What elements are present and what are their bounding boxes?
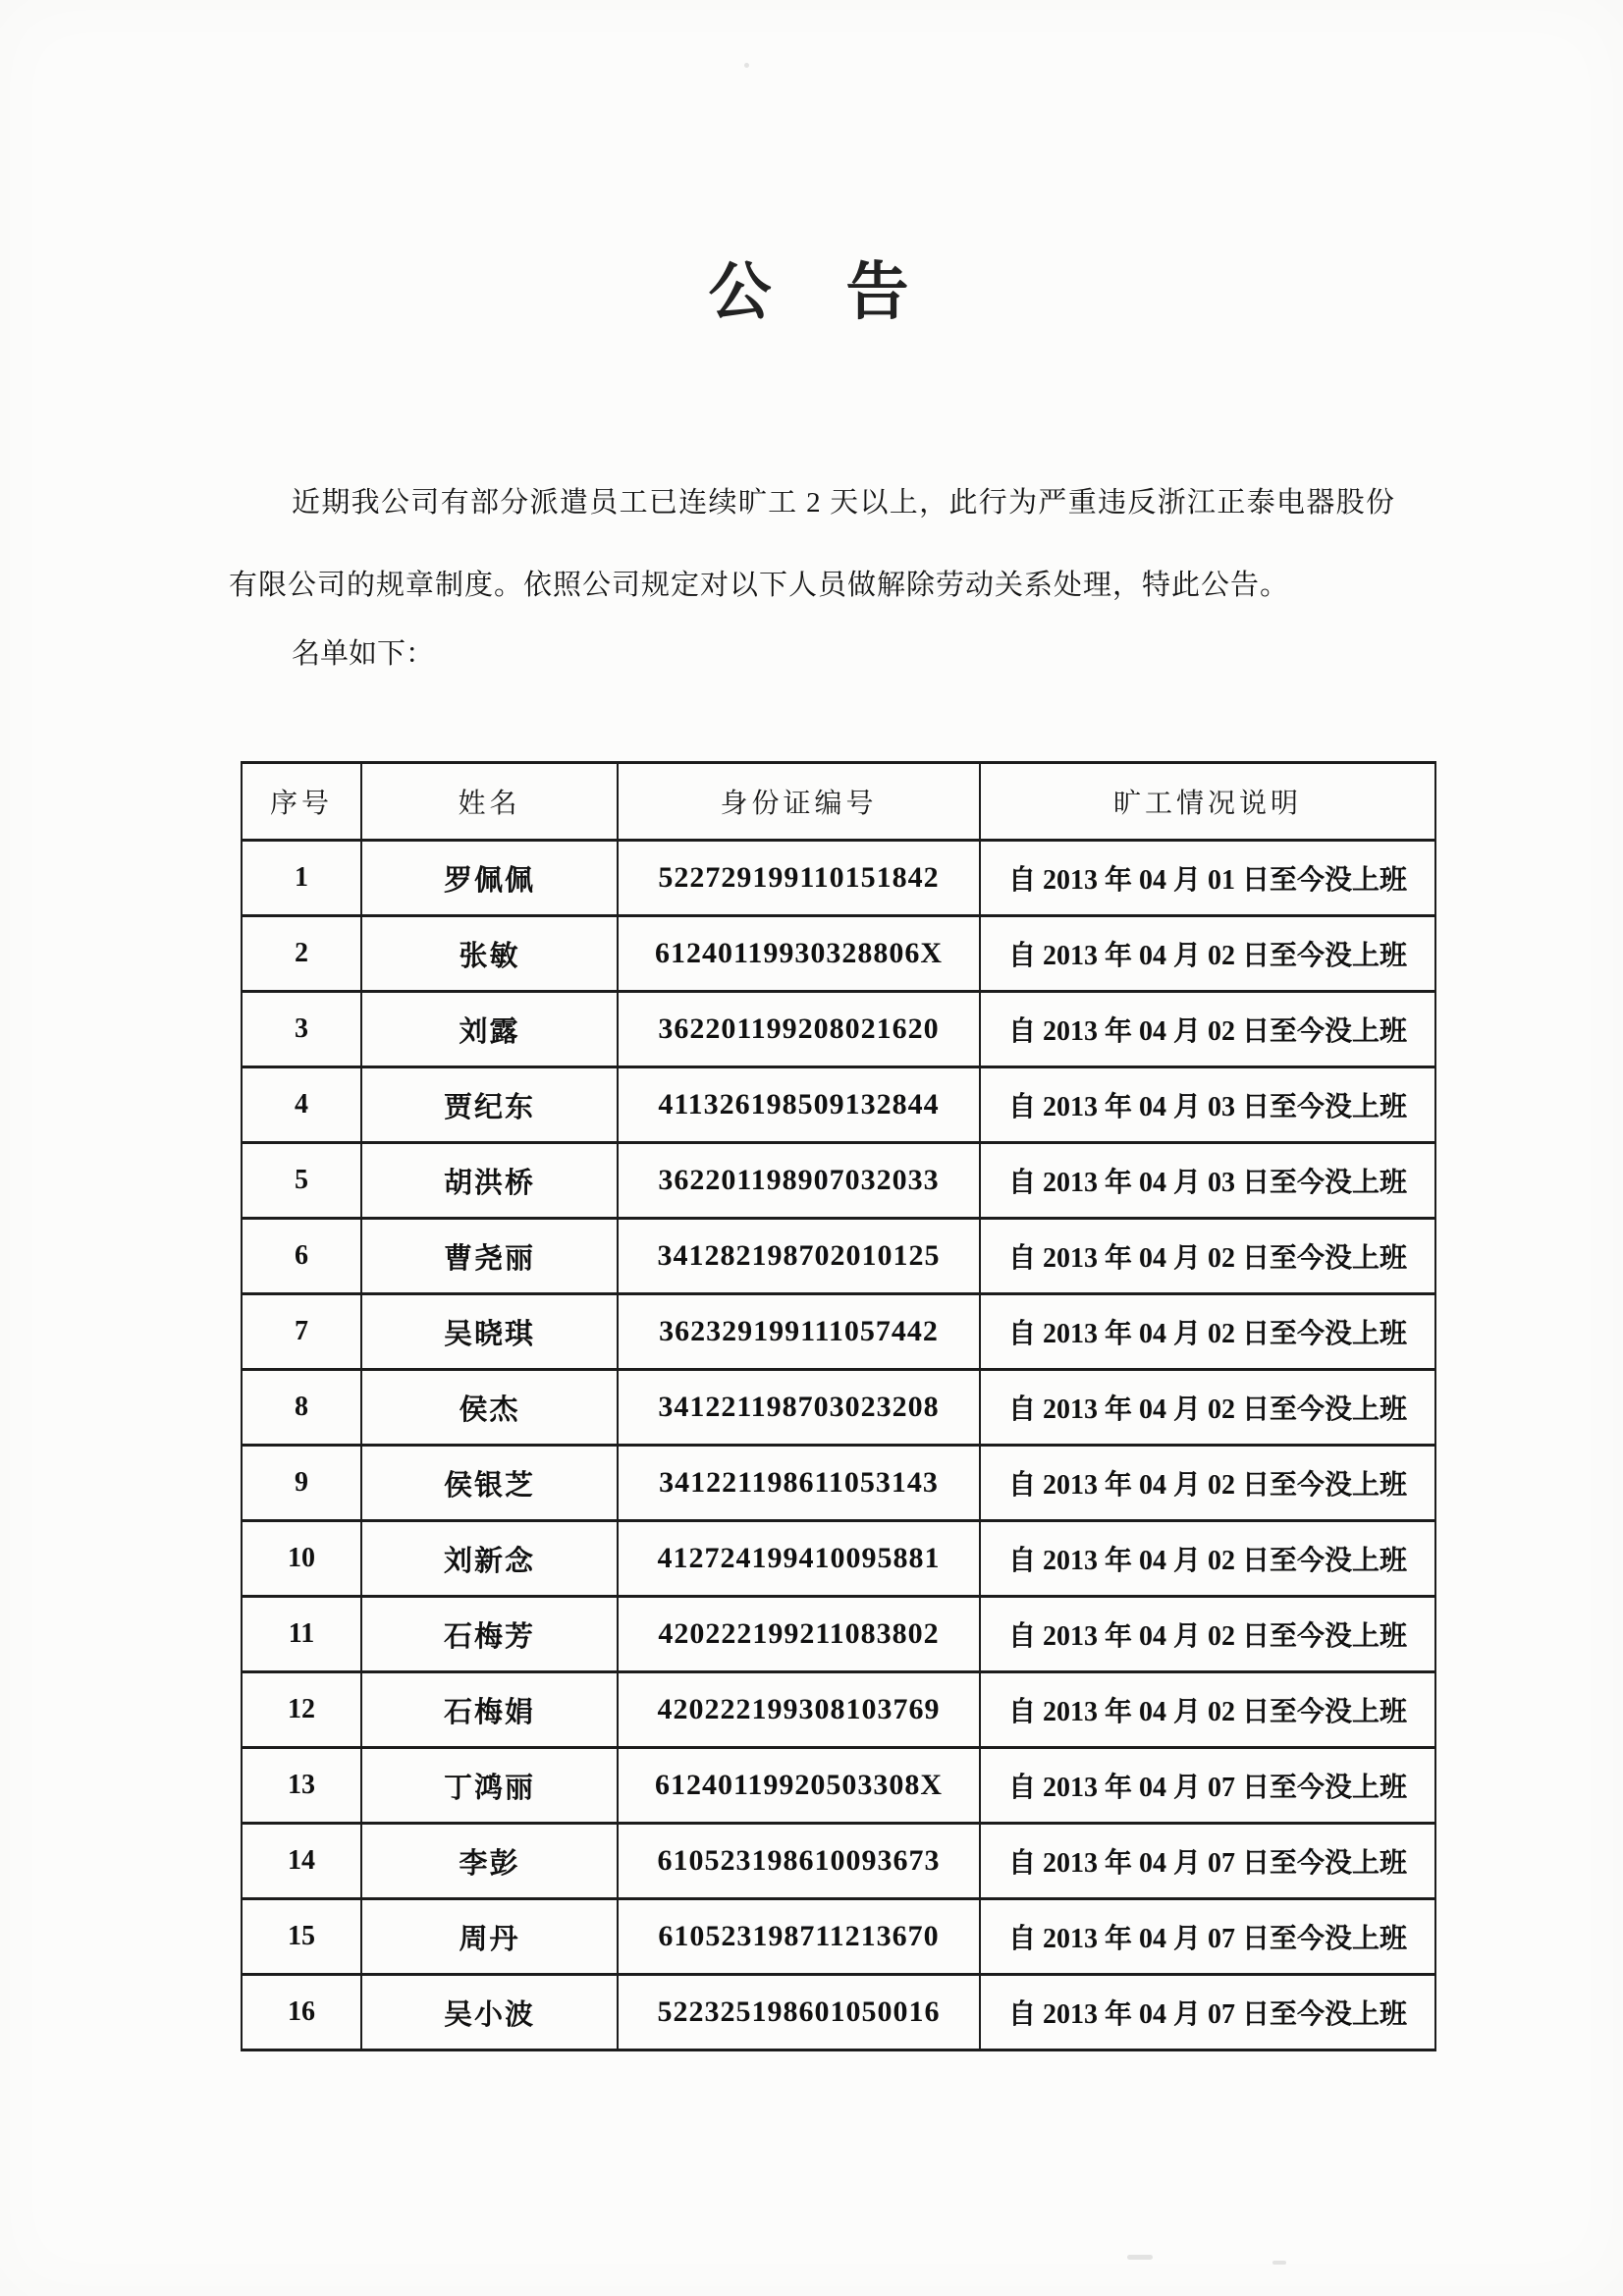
cell-id: 362201199208021620 — [618, 992, 980, 1067]
cell-no: 16 — [242, 1975, 361, 2050]
table-row — [242, 916, 1435, 992]
cell-note: 自 2013 年 04 月 02 日至今没上班 — [980, 1446, 1435, 1521]
cell-no: 6 — [242, 1219, 361, 1294]
cell-id: 61240119930328806X — [618, 916, 980, 992]
cell-id: 522729199110151842 — [618, 841, 980, 916]
cell-no: 14 — [242, 1824, 361, 1899]
cell-name: 吴晓琪 — [361, 1294, 618, 1370]
table-row — [242, 1748, 1435, 1824]
cell-name: 曹尧丽 — [361, 1219, 618, 1294]
cell-note: 自 2013 年 04 月 07 日至今没上班 — [980, 1824, 1435, 1899]
cell-name: 刘新念 — [361, 1521, 618, 1597]
cell-id: 522325198601050016 — [618, 1975, 980, 2050]
cell-note: 自 2013 年 04 月 03 日至今没上班 — [980, 1067, 1435, 1143]
scan-artifact — [1127, 2255, 1153, 2260]
cell-id: 610523198610093673 — [618, 1824, 980, 1899]
cell-note: 自 2013 年 04 月 02 日至今没上班 — [980, 1521, 1435, 1597]
cell-name: 胡洪桥 — [361, 1143, 618, 1219]
page-title: 公 告 — [708, 257, 915, 327]
cell-no: 15 — [242, 1899, 361, 1975]
table-header-row — [242, 763, 1435, 841]
cell-id: 411326198509132844 — [618, 1067, 980, 1143]
cell-name: 石梅娟 — [361, 1672, 618, 1748]
column-header-id: 身份证编号 — [618, 763, 980, 841]
cell-id: 362329199111057442 — [618, 1294, 980, 1370]
table-body — [242, 841, 1435, 2050]
cell-id: 610523198711213670 — [618, 1899, 980, 1975]
table-row — [242, 1521, 1435, 1597]
table-row — [242, 1824, 1435, 1899]
cell-no: 13 — [242, 1748, 361, 1824]
cell-name: 侯杰 — [361, 1370, 618, 1446]
cell-no: 12 — [242, 1672, 361, 1748]
cell-no: 10 — [242, 1521, 361, 1597]
cell-no: 2 — [242, 916, 361, 992]
table-row — [242, 1294, 1435, 1370]
cell-no: 4 — [242, 1067, 361, 1143]
cell-no: 9 — [242, 1446, 361, 1521]
cell-id: 362201198907032033 — [618, 1143, 980, 1219]
cell-note: 自 2013 年 04 月 02 日至今没上班 — [980, 1294, 1435, 1370]
cell-no: 8 — [242, 1370, 361, 1446]
cell-note: 自 2013 年 04 月 07 日至今没上班 — [980, 1975, 1435, 2050]
table-row — [242, 1899, 1435, 1975]
cell-name: 侯银芝 — [361, 1446, 618, 1521]
cell-no: 7 — [242, 1294, 361, 1370]
cell-name: 丁鸿丽 — [361, 1748, 618, 1824]
notice-paragraph: 近期我公司有部分派遣员工已连续旷工 2 天以上，此行为严重违反浙江正泰电器股份有限公司的规章制度。依照公司规定对以下人员做解除劳动关系处理，特此公告。 — [229, 487, 1395, 601]
cell-id: 61240119920503308X — [618, 1748, 980, 1824]
cell-id: 341221198611053143 — [618, 1446, 980, 1521]
cell-name: 吴小波 — [361, 1975, 618, 2050]
table-row — [242, 992, 1435, 1067]
cell-name: 罗佩佩 — [361, 841, 618, 916]
cell-id: 420222199308103769 — [618, 1672, 980, 1748]
table-row — [242, 1446, 1435, 1521]
column-header-name: 姓名 — [361, 763, 618, 841]
table-row — [242, 1370, 1435, 1446]
cell-id: 341282198702010125 — [618, 1219, 980, 1294]
absentee-table — [241, 761, 1436, 2051]
table-row — [242, 1672, 1435, 1748]
table-row — [242, 1067, 1435, 1143]
cell-note: 自 2013 年 04 月 02 日至今没上班 — [980, 1672, 1435, 1748]
cell-name: 刘露 — [361, 992, 618, 1067]
cell-no: 3 — [242, 992, 361, 1067]
cell-note: 自 2013 年 04 月 02 日至今没上班 — [980, 916, 1435, 992]
cell-name: 李彭 — [361, 1824, 618, 1899]
table-row — [242, 841, 1435, 916]
cell-id: 412724199410095881 — [618, 1521, 980, 1597]
scan-artifact — [744, 63, 749, 68]
cell-note: 自 2013 年 04 月 02 日至今没上班 — [980, 1597, 1435, 1672]
cell-no: 1 — [242, 841, 361, 916]
column-header-no: 序号 — [242, 763, 361, 841]
cell-note: 自 2013 年 04 月 02 日至今没上班 — [980, 1370, 1435, 1446]
cell-note: 自 2013 年 04 月 02 日至今没上班 — [980, 1219, 1435, 1294]
cell-name: 周丹 — [361, 1899, 618, 1975]
cell-name: 张敏 — [361, 916, 618, 992]
cell-id: 341221198703023208 — [618, 1370, 980, 1446]
table-row — [242, 1975, 1435, 2050]
table-row — [242, 1597, 1435, 1672]
cell-name: 贾纪东 — [361, 1067, 618, 1143]
scan-artifact — [1272, 2261, 1286, 2265]
cell-no: 11 — [242, 1597, 361, 1672]
table-row — [242, 1219, 1435, 1294]
cell-note: 自 2013 年 04 月 01 日至今没上班 — [980, 841, 1435, 916]
table-row — [242, 1143, 1435, 1219]
cell-note: 自 2013 年 04 月 03 日至今没上班 — [980, 1143, 1435, 1219]
cell-name: 石梅芳 — [361, 1597, 618, 1672]
list-intro: 名单如下： — [292, 638, 435, 670]
cell-no: 5 — [242, 1143, 361, 1219]
cell-note: 自 2013 年 04 月 07 日至今没上班 — [980, 1748, 1435, 1824]
cell-id: 420222199211083802 — [618, 1597, 980, 1672]
cell-note: 自 2013 年 04 月 07 日至今没上班 — [980, 1899, 1435, 1975]
cell-note: 自 2013 年 04 月 02 日至今没上班 — [980, 992, 1435, 1067]
column-header-note: 旷工情况说明 — [980, 763, 1435, 841]
